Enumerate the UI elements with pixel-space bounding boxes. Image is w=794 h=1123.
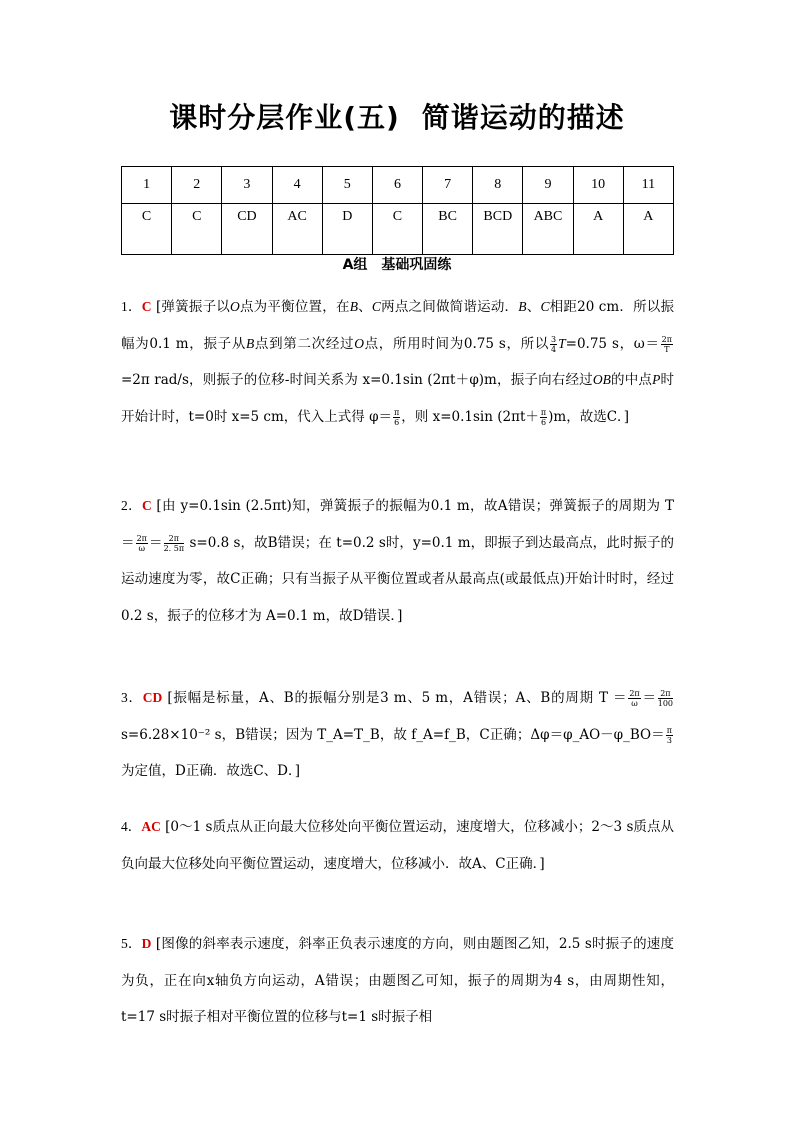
text: T: [558, 335, 566, 351]
answer-table-value-cell: AC: [272, 204, 322, 255]
answer-table-header-cell: 3: [222, 167, 272, 204]
answer-table-header-cell: 1: [122, 167, 172, 204]
fraction: [550, 335, 557, 354]
text: OB: [592, 372, 611, 387]
answer-letter: C: [141, 299, 152, 314]
text: 、: [526, 299, 541, 315]
answer-table-value-cell: BCD: [473, 204, 523, 255]
text: B: [246, 335, 255, 351]
answer-table-value-cell: BC: [423, 204, 473, 255]
page-title: [0, 96, 794, 136]
text: =0.75 s，ω＝: [565, 335, 660, 352]
answer-table-header-cell: 8: [473, 167, 523, 204]
answer-table-value-row: [122, 204, 674, 255]
answer-table-header-cell: 11: [623, 167, 673, 204]
answer-table-header-cell: 10: [573, 167, 623, 204]
fraction: [658, 689, 673, 708]
denominator: 4: [551, 344, 557, 354]
text: 点到第二次经过: [254, 335, 355, 352]
text: [由 y=0.1sin (2.5πt)知，弹簧振子的振幅为0.1 m，故A错误；弹簧振子的周期为 T＝: [121, 498, 675, 551]
numerator: π: [666, 725, 672, 735]
text: C: [371, 299, 381, 314]
numerator: π: [540, 407, 547, 417]
numerator: 2π: [661, 334, 673, 344]
fraction: [164, 534, 185, 553]
text: [0～1 s质点从正向最大位移处向平衡位置运动，速度增大，位移减小；2～3 s质点从负向最大位移处向平衡位置运动，速度增大，位移减小．故A、C正确．]: [121, 819, 675, 872]
text: )m，故选C．]: [548, 408, 630, 425]
answer-table-value-cell: C: [172, 204, 222, 255]
text: [振幅是标量，A、B的振幅分别是3 m、5 m，A错误；A、B的周期 T ＝: [162, 690, 628, 706]
answer-table-value-cell: D: [322, 204, 372, 255]
question-1: [121, 289, 674, 435]
text: ，则 x=0.1sin (2πt＋: [401, 408, 539, 425]
fraction: [540, 408, 547, 427]
text: C: [540, 299, 550, 314]
text: 点为平衡位置，在: [239, 299, 350, 315]
text: =2π rad/s，则振子的位移-时间关系为 x=0.1sin (2πt＋φ)m，振子向右经过: [121, 372, 593, 388]
answer-table: [121, 166, 674, 255]
fraction: [628, 689, 640, 708]
text: B: [349, 299, 358, 314]
text: 、: [357, 299, 372, 315]
text: s=0.8 s，故B错误；在 t=0.2 s时，y=0.1 m，即振子到达最高点，此时振子的运动速度为零，故C正确；只有当振子从平衡位置或者从最高点(或最低点)开始计时时，经过0.2 s，振子的位移才为 A=0.1 m，故D错误．]: [121, 534, 675, 624]
denominator: 2. 5π: [163, 543, 185, 553]
text: 的中点: [610, 372, 653, 388]
question-4: [121, 809, 674, 882]
text: 点，所用时间为0.75 s，所以: [363, 335, 550, 352]
answer-letter: CD: [142, 690, 163, 705]
text: ＝: [641, 690, 657, 706]
question-5: [121, 926, 674, 1036]
denominator: ω: [138, 543, 146, 553]
denominator: ω: [631, 699, 638, 708]
text: O: [230, 299, 240, 314]
text: [弹簧振子以: [151, 299, 230, 315]
title-part1: 课时分层作业(五): [169, 101, 400, 134]
fraction: [136, 534, 148, 553]
answer-table-header-cell: 6: [372, 167, 422, 204]
denominator: 6: [540, 417, 547, 427]
title-part2: 简谐运动的描述: [421, 101, 625, 134]
answer-letter: D: [141, 936, 152, 951]
text: P: [652, 372, 661, 387]
answer-table-header-cell: 2: [172, 167, 222, 204]
fraction: [393, 408, 400, 427]
denominator: 3: [666, 735, 672, 745]
question-number: 5．: [121, 936, 142, 951]
numerator: π: [394, 407, 400, 417]
text: O: [354, 335, 364, 351]
denominator: T: [664, 344, 670, 354]
question-3: [121, 680, 674, 790]
question-number: 1．: [121, 299, 142, 314]
answer-table-value-cell: A: [623, 204, 673, 255]
question-number: 4．: [121, 819, 142, 834]
numerator: 2π: [164, 534, 185, 544]
text: 为定值，D正确．故选C、D．]: [121, 763, 300, 779]
numerator: 3: [551, 334, 557, 344]
text: 相距20 cm．所以振幅为0.1 m，振子从: [121, 299, 675, 352]
text: s=6.28×10⁻² s，B错误；因为 T_A=T_B，故 f_A=f_B，C正确；Δφ＝φ_AO－φ_BO＝: [121, 726, 665, 743]
answer-letter: AC: [141, 819, 161, 834]
fraction: [661, 335, 673, 354]
question-number: 2．: [121, 498, 142, 513]
text: 时开始计时，t=0时 x=5 cm，代入上式得 φ＝: [121, 372, 675, 425]
denominator: 6: [394, 417, 400, 427]
answer-table-header-cell: 4: [272, 167, 322, 204]
question-2: [121, 488, 674, 634]
answer-table-header-row: [122, 167, 674, 204]
numerator: 2π: [658, 689, 673, 699]
answer-table-header-cell: 5: [322, 167, 372, 204]
answer-table-value-cell: C: [122, 204, 172, 255]
numerator: 2π: [136, 533, 147, 543]
answer-table-header-cell: 7: [423, 167, 473, 204]
text: 两点之间做简谐运动．: [380, 299, 519, 315]
question-number: 3．: [121, 690, 143, 705]
text: B: [518, 299, 527, 314]
answer-table-value-cell: A: [573, 204, 623, 255]
numerator: 2π: [629, 689, 640, 698]
fraction: [666, 726, 673, 745]
answer-table-value-cell: ABC: [523, 204, 573, 255]
section-title: A组 基础巩固练: [342, 257, 452, 273]
answer-table-header-cell: 9: [523, 167, 573, 204]
text: ＝: [148, 534, 163, 551]
answer-letter: C: [141, 498, 152, 513]
denominator: 100: [657, 699, 674, 708]
answer-table-value-cell: CD: [222, 204, 272, 255]
text: [图像的斜率表示速度，斜率正负表示速度的方向，则由题图乙知，2.5 s时振子的速度为负，正在向x轴负方向运动，A错误；由题图乙可知，振子的周期为4 s，由周期性知，t=17 s时振子相对平衡位置的位移与t=1 s时振子相: [121, 936, 675, 1025]
answer-table-value-cell: C: [372, 204, 422, 255]
